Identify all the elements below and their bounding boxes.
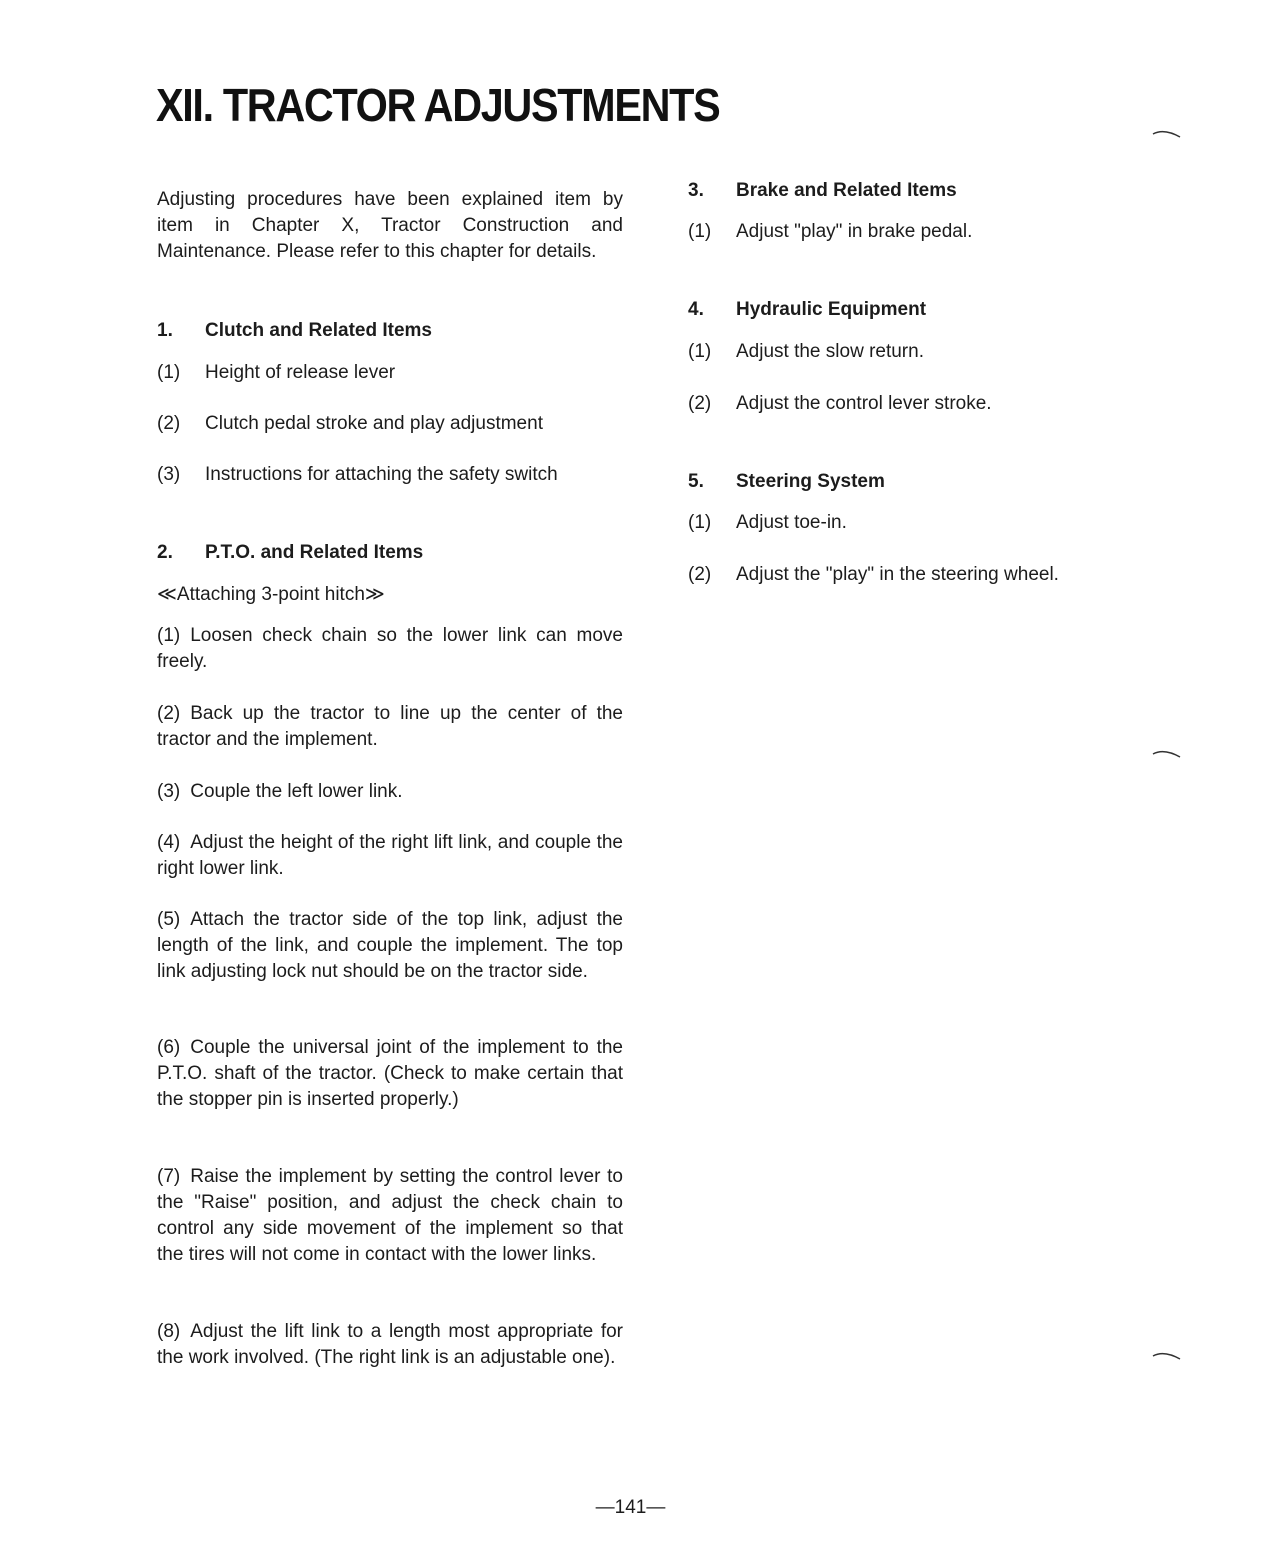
section-title: P.T.O. and Related Items	[205, 542, 424, 563]
page-number: —141—	[595, 1497, 666, 1518]
item-number: (1)	[157, 362, 181, 383]
section-number: 2.	[157, 542, 173, 563]
item-number: (3)	[157, 464, 181, 485]
item-text: Height of release lever	[205, 362, 396, 383]
item-number: (3)	[157, 781, 181, 802]
item-number: (2)	[688, 564, 712, 585]
item-text: Attach the tractor side of the top link, adjust the length of the link, and couple the implement. The top link adjusting lock nut should be on the tractor side.	[157, 909, 623, 982]
item-text: Adjust the lift link to a length most appropriate for the work involved. (The right link is an adjustable one).	[157, 1321, 623, 1368]
item-number: (1)	[688, 221, 712, 242]
item-number: (1)	[157, 625, 181, 646]
list-item	[157, 701, 623, 753]
list-item	[157, 1164, 623, 1268]
item-number: (8)	[157, 1321, 181, 1342]
section-number: 1.	[157, 320, 173, 341]
section-title: Clutch and Related Items	[205, 320, 432, 341]
item-text: Adjust the control lever stroke.	[736, 393, 992, 414]
section-4-heading	[688, 297, 1138, 323]
item-number: (2)	[157, 703, 181, 724]
item-text: Instructions for attaching the safety switch	[205, 464, 558, 485]
list-item	[688, 219, 1138, 245]
section-subtitle: ≪Attaching 3-point hitch≫	[157, 584, 385, 605]
list-item	[157, 1035, 623, 1113]
binder-mark	[1152, 748, 1182, 758]
section-number: 3.	[688, 180, 704, 201]
item-text: Adjust toe-in.	[736, 512, 847, 533]
page-title: XII. TRACTOR ADJUSTMENTS	[156, 79, 720, 131]
section-number: 5.	[688, 471, 704, 492]
binder-mark	[1152, 1350, 1182, 1360]
item-number: (6)	[157, 1037, 181, 1058]
item-text: Adjust the "play" in the steering wheel.	[736, 564, 1059, 585]
list-item	[688, 339, 1138, 365]
list-item	[157, 623, 623, 675]
section-title: Hydraulic Equipment	[736, 299, 927, 320]
item-number: (1)	[688, 512, 712, 533]
section-title: Steering System	[736, 471, 885, 492]
item-text: Back up the tractor to line up the center of the tractor and the implement.	[157, 703, 623, 750]
list-item	[157, 462, 623, 488]
item-number: (2)	[688, 393, 712, 414]
section-title: Brake and Related Items	[736, 180, 957, 201]
section-1-heading	[157, 318, 623, 344]
list-item	[157, 830, 623, 882]
list-item	[157, 1319, 623, 1371]
list-item	[157, 907, 623, 985]
item-text: Raise the implement by setting the control lever to the "Raise" position, and adjust the check chain to control any side movement of the implement so that the tires will not come in contact with the lower links.	[157, 1166, 623, 1265]
item-text: Clutch pedal stroke and play adjustment	[205, 413, 543, 434]
item-number: (2)	[157, 413, 181, 434]
binder-mark	[1152, 128, 1182, 138]
item-text: Adjust the slow return.	[736, 341, 924, 362]
section-number: 4.	[688, 299, 704, 320]
list-item	[688, 510, 1138, 536]
item-text: Couple the left lower link.	[190, 781, 403, 802]
item-text: Loosen check chain so the lower link can move freely.	[157, 625, 623, 672]
list-item	[157, 411, 623, 437]
item-number: (4)	[157, 832, 181, 853]
section-3-heading	[688, 178, 1138, 204]
list-item	[157, 360, 623, 386]
list-item	[157, 779, 623, 805]
section-5-heading	[688, 469, 1138, 495]
section-2-heading	[157, 540, 623, 566]
item-text: Adjust "play" in brake pedal.	[736, 221, 973, 242]
item-number: (7)	[157, 1166, 181, 1187]
item-text: Adjust the height of the right lift link, and couple the right lower link.	[157, 832, 623, 879]
intro-paragraph: Adjusting procedures have been explained item by item in Chapter X, Tractor Construction and Maintenance. Please refer to this chapter for details.	[157, 189, 623, 262]
item-number: (1)	[688, 341, 712, 362]
list-item	[688, 562, 1138, 588]
item-text: Couple the universal joint of the implement to the P.T.O. shaft of the tractor. (Check to make certain that the stopper pin is inserted properly.)	[157, 1037, 623, 1110]
list-item	[688, 391, 1138, 417]
item-number: (5)	[157, 909, 181, 930]
